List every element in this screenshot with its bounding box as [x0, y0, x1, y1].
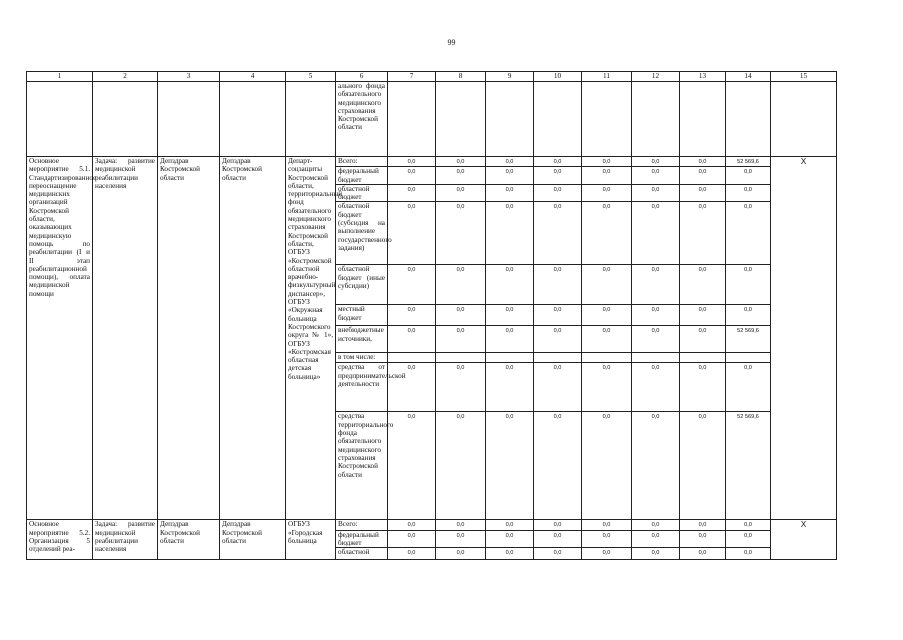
amount-value: 52 569,6: [726, 157, 771, 167]
amount-value: [486, 353, 534, 363]
amount-value: 0,0: [486, 530, 534, 548]
amount-value: 0,0: [632, 265, 680, 305]
empty-cell: [726, 82, 771, 157]
amount-value: 0,0: [486, 184, 534, 202]
responsible: Депздрав Костромской области: [220, 157, 286, 520]
amount-value: 0,0: [680, 265, 726, 305]
amount-value: 0,0: [436, 167, 486, 185]
funding-source: областной бюджет: [336, 184, 388, 202]
column-header: 3: [158, 72, 220, 82]
amount-value: 0,0: [582, 520, 632, 530]
amount-value: 0,0: [534, 202, 582, 265]
x-mark: X: [771, 520, 837, 560]
amount-value: 0,0: [388, 305, 436, 326]
column-header: 9: [486, 72, 534, 82]
amount-value: 0,0: [486, 305, 534, 326]
amount-value: 0,0: [534, 326, 582, 353]
continuation-row: [27, 82, 837, 157]
amount-value: 0,0: [582, 326, 632, 353]
amount-value: 0,0: [436, 184, 486, 202]
amount-value: 0,0: [632, 530, 680, 548]
amount-value: 0,0: [726, 305, 771, 326]
amount-value: 0,0: [388, 265, 436, 305]
amount-value: 0,0: [582, 157, 632, 167]
header-row: [27, 72, 837, 82]
column-header: 11: [582, 72, 632, 82]
amount-value: 0,0: [486, 412, 534, 520]
amount-value: 0,0: [726, 265, 771, 305]
amount-value: 0,0: [486, 157, 534, 167]
amount-value: 0,0: [534, 167, 582, 185]
funding-source: средства от предпринимательской деятельности: [336, 363, 388, 412]
funding-source: областной: [336, 548, 388, 560]
empty-cell: [220, 82, 286, 157]
column-header: 2: [93, 72, 158, 82]
column-header: 15: [771, 72, 837, 82]
amount-value: 0,0: [726, 520, 771, 530]
participants: ОГБУЗ «Городская больница: [286, 520, 336, 560]
amount-value: 0,0: [726, 530, 771, 548]
empty-cell: [158, 82, 220, 157]
amount-value: 0,0: [632, 520, 680, 530]
amount-value: 0,0: [582, 167, 632, 185]
empty-cell: [486, 82, 534, 157]
amount-value: 0,0: [632, 412, 680, 520]
amount-value: 0,0: [436, 202, 486, 265]
amount-value: [388, 353, 436, 363]
amount-value: 0,0: [534, 184, 582, 202]
amount-value: 0,0: [436, 265, 486, 305]
amount-value: [534, 353, 582, 363]
empty-cell: [286, 82, 336, 157]
amount-value: 0,0: [486, 548, 534, 560]
amount-value: 0,0: [486, 265, 534, 305]
amount-value: 0,0: [680, 548, 726, 560]
amount-value: 0,0: [388, 184, 436, 202]
column-header: 13: [680, 72, 726, 82]
amount-value: 0,0: [436, 412, 486, 520]
column-header: 14: [726, 72, 771, 82]
amount-value: 0,0: [486, 520, 534, 530]
responsible: Депздрав Костромской области: [220, 520, 286, 560]
task-description: Задача: развитие медицинской реабилитации населения: [93, 520, 158, 560]
amount-value: [436, 353, 486, 363]
column-header: 8: [436, 72, 486, 82]
program-table: [26, 71, 837, 560]
amount-value: [680, 353, 726, 363]
x-mark: X: [771, 157, 837, 520]
amount-value: 0,0: [534, 305, 582, 326]
amount-value: 0,0: [436, 548, 486, 560]
amount-value: 0,0: [534, 548, 582, 560]
amount-value: 0,0: [632, 184, 680, 202]
amount-value: 0,0: [582, 184, 632, 202]
amount-value: 0,0: [582, 530, 632, 548]
amount-value: 52 569,6: [726, 326, 771, 353]
amount-value: 0,0: [534, 363, 582, 412]
empty-cell: [388, 82, 436, 157]
amount-value: 0,0: [680, 530, 726, 548]
column-header: 5: [286, 72, 336, 82]
amount-value: 0,0: [680, 202, 726, 265]
amount-value: 0,0: [680, 305, 726, 326]
funding-source: местный бюджет: [336, 305, 388, 326]
amount-value: 0,0: [388, 412, 436, 520]
amount-value: 0,0: [582, 202, 632, 265]
amount-value: 0,0: [534, 412, 582, 520]
funding-source: в том числе:: [336, 353, 388, 363]
amount-value: 0,0: [582, 265, 632, 305]
empty-cell: [582, 82, 632, 157]
empty-cell: [771, 82, 837, 157]
amount-value: 0,0: [388, 520, 436, 530]
funding-source: областной бюджет (субсидия на выполнение государственного задания): [336, 202, 388, 265]
amount-value: 0,0: [388, 326, 436, 353]
amount-value: 0,0: [726, 363, 771, 412]
amount-value: 0,0: [582, 363, 632, 412]
funding-row: [27, 520, 837, 530]
amount-value: 0,0: [632, 167, 680, 185]
column-header: 6: [336, 72, 388, 82]
amount-value: 0,0: [388, 202, 436, 265]
amount-value: 0,0: [436, 326, 486, 353]
amount-value: 0,0: [632, 305, 680, 326]
amount-value: 0,0: [680, 184, 726, 202]
funding-source: федеральный бюджет: [336, 530, 388, 548]
amount-value: 0,0: [680, 167, 726, 185]
column-header: 1: [27, 72, 93, 82]
column-header: 4: [220, 72, 286, 82]
amount-value: 0,0: [582, 548, 632, 560]
empty-cell: [632, 82, 680, 157]
empty-cell: [680, 82, 726, 157]
funding-source: Всего:: [336, 520, 388, 530]
amount-value: 0,0: [534, 520, 582, 530]
amount-value: 0,0: [436, 530, 486, 548]
funding-source: федеральный бюджет: [336, 167, 388, 185]
amount-value: 0,0: [388, 363, 436, 412]
amount-value: 0,0: [726, 184, 771, 202]
measure-name: Основное мероприятие 5.2. Организация 5 отделений реа-: [27, 520, 93, 560]
amount-value: 0,0: [486, 326, 534, 353]
column-header: 10: [534, 72, 582, 82]
coordinator: Депздрав Костромской области: [158, 520, 220, 560]
amount-value: 0,0: [632, 202, 680, 265]
amount-value: 0,0: [388, 548, 436, 560]
amount-value: [582, 353, 632, 363]
amount-value: 0,0: [388, 167, 436, 185]
column-header: 7: [388, 72, 436, 82]
amount-value: 0,0: [436, 363, 486, 412]
amount-value: 0,0: [726, 548, 771, 560]
amount-value: 0,0: [534, 157, 582, 167]
funding-source: областной бюджет (иные субсидии): [336, 265, 388, 305]
funding-source: Всего:: [336, 157, 388, 167]
amount-value: 0,0: [436, 157, 486, 167]
amount-value: 0,0: [388, 530, 436, 548]
amount-value: 0,0: [632, 548, 680, 560]
amount-value: 0,0: [680, 326, 726, 353]
coordinator: Депздрав Костромской области: [158, 157, 220, 520]
source-fragment: ального фонда обязательного медицинского страхования Костромской области: [336, 82, 388, 157]
participants: Департ-соцзащиты Костромской области, территориальный фонд обязательного медицинского страхования Костромской области, ОГБУЗ «Костромской областной врачебно-физкультурный диспансер», ОГБУЗ «Окружная больница Костромского округа № 1», ОГБУЗ «Костромская областная детская больница»: [286, 157, 336, 520]
amount-value: 0,0: [436, 520, 486, 530]
amount-value: 0,0: [726, 202, 771, 265]
amount-value: 0,0: [632, 157, 680, 167]
amount-value: 0,0: [486, 363, 534, 412]
amount-value: 0,0: [534, 530, 582, 548]
amount-value: 0,0: [680, 363, 726, 412]
empty-cell: [534, 82, 582, 157]
empty-cell: [27, 82, 93, 157]
empty-cell: [436, 82, 486, 157]
amount-value: 0,0: [726, 167, 771, 185]
funding-source: внебюджетные источники,: [336, 326, 388, 353]
amount-value: 0,0: [486, 202, 534, 265]
amount-value: 52 569,6: [726, 412, 771, 520]
amount-value: 0,0: [582, 412, 632, 520]
funding-row: [27, 157, 837, 167]
column-header: 12: [632, 72, 680, 82]
amount-value: 0,0: [534, 265, 582, 305]
funding-source: средства территориального фонда обязательного медицинского страхования Костромской области: [336, 412, 388, 520]
amount-value: 0,0: [486, 167, 534, 185]
empty-cell: [93, 82, 158, 157]
task-description: Задача: развитие медицинской реабилитации населения: [93, 157, 158, 520]
amount-value: 0,0: [388, 157, 436, 167]
amount-value: 0,0: [680, 520, 726, 530]
amount-value: 0,0: [582, 305, 632, 326]
page-number: 99: [447, 38, 456, 47]
amount-value: 0,0: [436, 305, 486, 326]
amount-value: [632, 353, 680, 363]
amount-value: 0,0: [680, 157, 726, 167]
amount-value: 0,0: [680, 412, 726, 520]
amount-value: [726, 353, 771, 363]
measure-name: Основное мероприятие 5.1. Стандартизированное переоснащение медицинских организаций Костромской области, оказывающих медицинскую помощь по реабилитации (I и II этап реабилитационной помощи), оплата медицинской помощи: [27, 157, 93, 520]
amount-value: 0,0: [632, 363, 680, 412]
amount-value: 0,0: [632, 326, 680, 353]
